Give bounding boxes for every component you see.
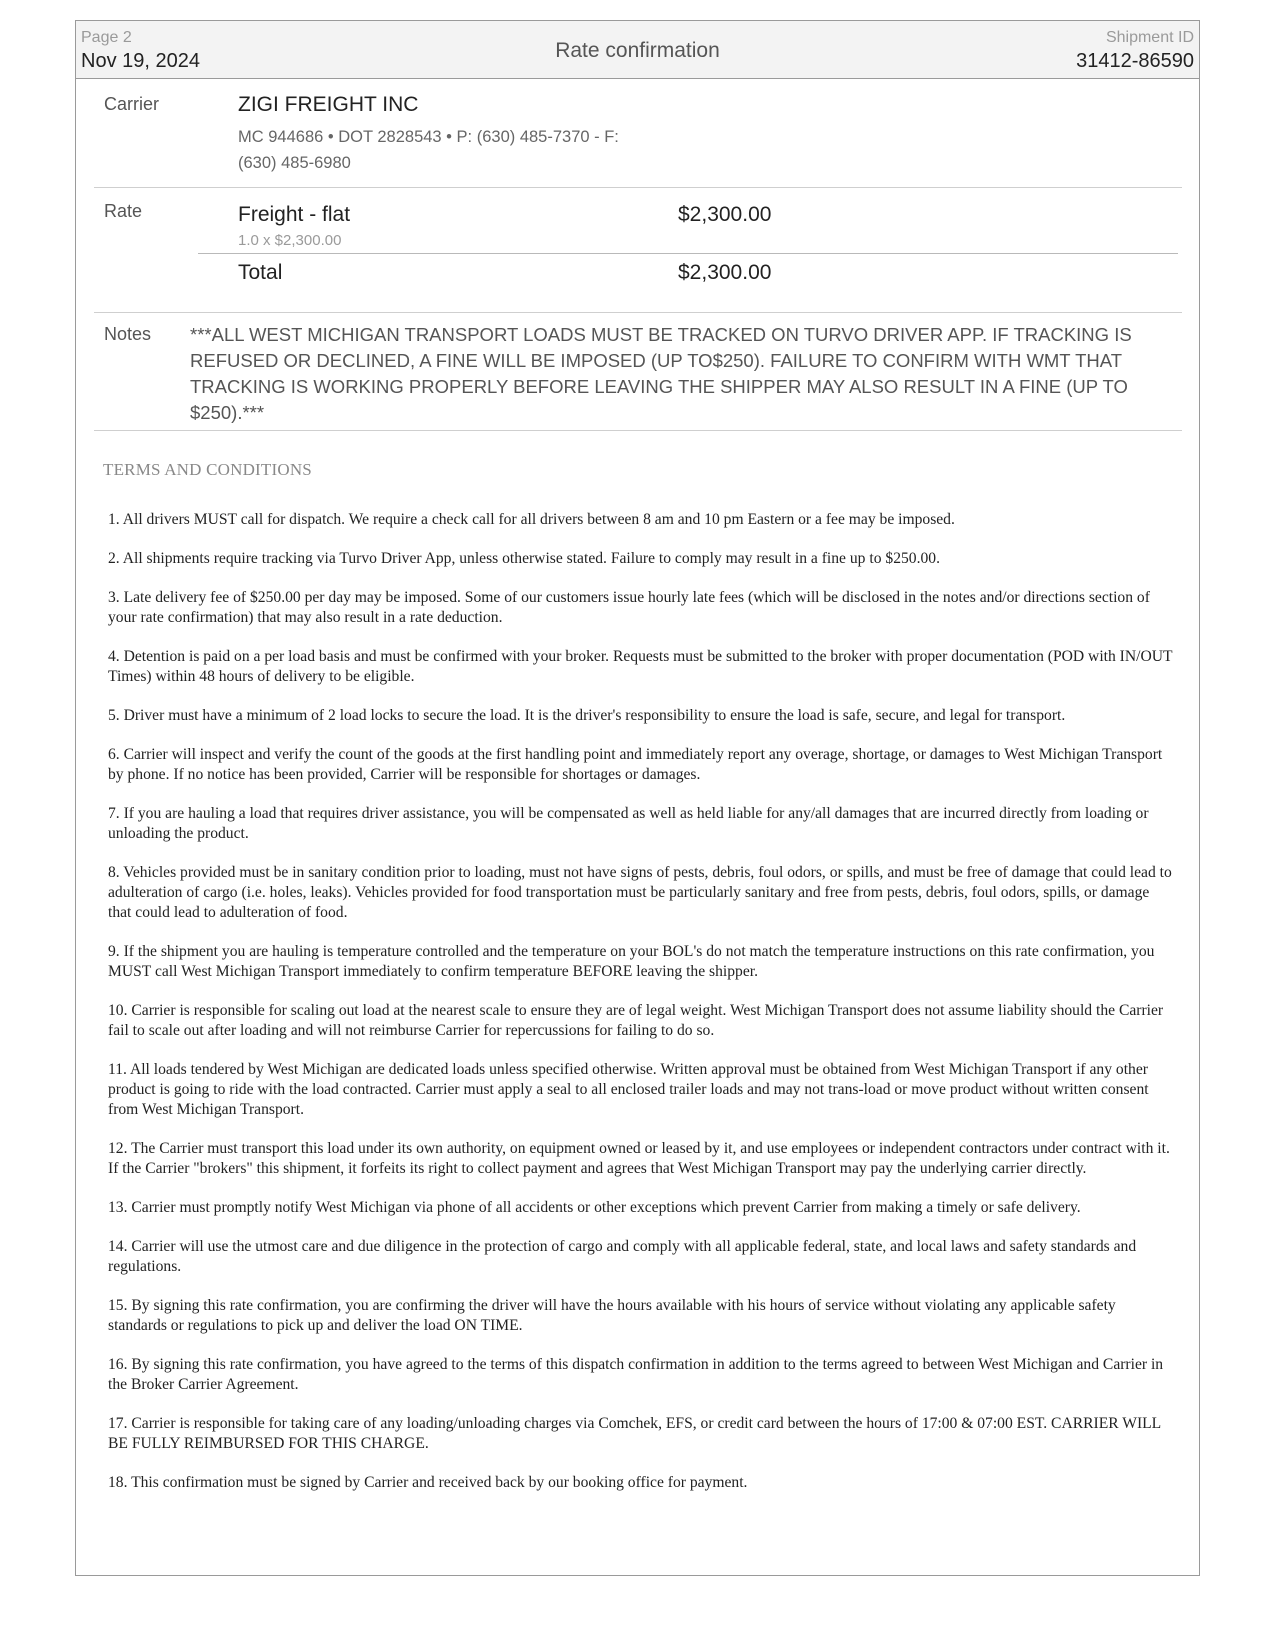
- page-header: [76, 21, 1199, 79]
- term-item: 16. By signing this rate confirmation, you have agreed to the terms of this dispatch confirmation in addition to the terms agreed to between West Michigan and Carrier in the Broker Carrier Agreement.: [108, 1356, 1164, 1393]
- shipment-id-label: Shipment ID: [1105, 29, 1194, 46]
- rate-total-amount: $2,300.00: [678, 261, 772, 284]
- notes-label: Notes: [104, 324, 152, 344]
- document-title: Rate confirmation: [555, 39, 720, 62]
- shipment-id: 31412-86590: [1076, 50, 1194, 72]
- term-item: 6. Carrier will inspect and verify the count of the goods at the first handling point and immediately report any overage, shortage, or damages to West Michigan Transport by phone. If no notice has been provided, Carrier will be responsible for shortages or damages.: [108, 746, 1163, 783]
- carrier-name: ZIGI FREIGHT INC: [238, 93, 419, 116]
- carrier-info: MC 944686 • DOT 2828543 • P: (630) 485-7370 - F: (630) 485-6980: [238, 128, 619, 172]
- term-item: 8. Vehicles provided must be in sanitary condition prior to loading, must not have signs of pests, debris, foul odors, or spills, and must be free of damage that could lead to adulteration of cargo (i.e. holes, leaks). Vehicles provided for food transportation must be particularly sanitary and free from pests, debris, foul odors, spills, or damage that could lead to adulteration of food.: [108, 864, 1172, 921]
- term-item: 1. All drivers MUST call for dispatch. We require a check call for all drivers between 8 am and 10 pm Eastern or a fee may be imposed.: [108, 511, 955, 528]
- notes-section: [94, 312, 1182, 431]
- carrier-section: [94, 78, 1182, 188]
- header-right: [1076, 28, 1194, 74]
- term-item: 3. Late delivery fee of $250.00 per day may be imposed. Some of our customers issue hourly late fees (which will be disclosed in the notes and/or directions section of your rate confirmation) that may also result in a rate deduction.: [108, 589, 1150, 626]
- term-item: 17. Carrier is responsible for taking care of any loading/unloading charges via Comchek, EFS, or credit card between the hours of 17:00 & 07:00 EST. CARRIER WILL BE FULLY REIMBURSED FOR THIS CHARGE.: [108, 1415, 1161, 1452]
- rate-divider: [198, 253, 1178, 254]
- term-item: 14. Carrier will use the utmost care and due diligence in the protection of cargo and comply with all applicable federal, state, and local laws and safety standards and regulations.: [108, 1238, 1137, 1275]
- page-number: Page 2: [81, 29, 132, 46]
- term-item: 4. Detention is paid on a per load basis and must be confirmed with your broker. Requests must be submitted to the broker with proper documentation (POD with IN/OUT Times) within 48 hours of delivery to be eligible.: [108, 648, 1173, 685]
- term-item: 13. Carrier must promptly notify West Michigan via phone of all accidents or other exceptions which prevent Carrier from making a timely or safe delivery.: [108, 1199, 1081, 1216]
- document-date: Nov 19, 2024: [81, 50, 200, 72]
- term-item: 5. Driver must have a minimum of 2 load locks to secure the load. It is the driver's responsibility to ensure the load is safe, secure, and legal for transport.: [108, 707, 1066, 724]
- rate-line-amount: $2,300.00: [678, 203, 772, 226]
- terms-title: TERMS AND CONDITIONS: [103, 460, 312, 479]
- terms-list: [108, 510, 1173, 1512]
- term-item: 11. All loads tendered by West Michigan are dedicated loads unless specified otherwise. Written approval must be obtained from West Michigan Transport if any other product is going to ride with the load contracted. Carrier must apply a seal to all enclosed trailer loads and may not trans-load or move product without written consent from West Michigan Transport.: [108, 1061, 1149, 1118]
- term-item: 15. By signing this rate confirmation, you are confirming the driver will have the hours available with his hours of service without violating any applicable safety standards or regulations to pick up and deliver the load ON TIME.: [108, 1297, 1116, 1334]
- term-item: 10. Carrier is responsible for scaling out load at the nearest scale to ensure they are of legal weight. West Michigan Transport does not assume liability should the Carrier fail to scale out after loading and will not reimburse Carrier for repercussions for failing to do so.: [108, 1002, 1164, 1039]
- term-item: 12. The Carrier must transport this load under its own authority, on equipment owned or leased by it, and use employees or independent contractors under contract with it. If the Carrier "brokers" this shipment, it forfeits its right to collect payment and agrees that West Michigan Transport may pay the underlying carrier directly.: [108, 1140, 1170, 1177]
- rate-section: [94, 187, 1182, 313]
- rate-line-calculation: 1.0 x $2,300.00: [238, 232, 342, 249]
- rate-total-label: Total: [238, 261, 283, 284]
- term-item: 7. If you are hauling a load that requires driver assistance, you will be compensated as well as held liable for any/all damages that are incurred directly from loading or unloading the product.: [108, 805, 1149, 842]
- carrier-label: Carrier: [104, 94, 160, 114]
- term-item: 2. All shipments require tracking via Turvo Driver App, unless otherwise stated. Failure to comply may result in a fine up to $250.00.: [108, 550, 940, 567]
- rate-line-description: Freight - flat: [238, 203, 351, 226]
- rate-label: Rate: [104, 201, 143, 221]
- term-item: 9. If the shipment you are hauling is temperature controlled and the temperature on your BOL's do not match the temperature instructions on this rate confirmation, you MUST call West Michigan Transport immediately to confirm temperature BEFORE leaving the shipper.: [108, 943, 1155, 980]
- notes-text: ***ALL WEST MICHIGAN TRANSPORT LOADS MUST BE TRACKED ON TURVO DRIVER APP. IF TRACKING IS REFUSED OR DECLINED, A FINE WILL BE IMPOSED (UP TO$250). FAILURE TO CONFIRM WITH WMT THAT TRACKING IS WORKING PROPERLY BEFORE LEAVING THE SHIPPER MAY ALSO RESULT IN A FINE (UP TO $250).***: [190, 324, 1132, 423]
- term-item: 18. This confirmation must be signed by Carrier and received back by our booking office for payment.: [108, 1474, 748, 1491]
